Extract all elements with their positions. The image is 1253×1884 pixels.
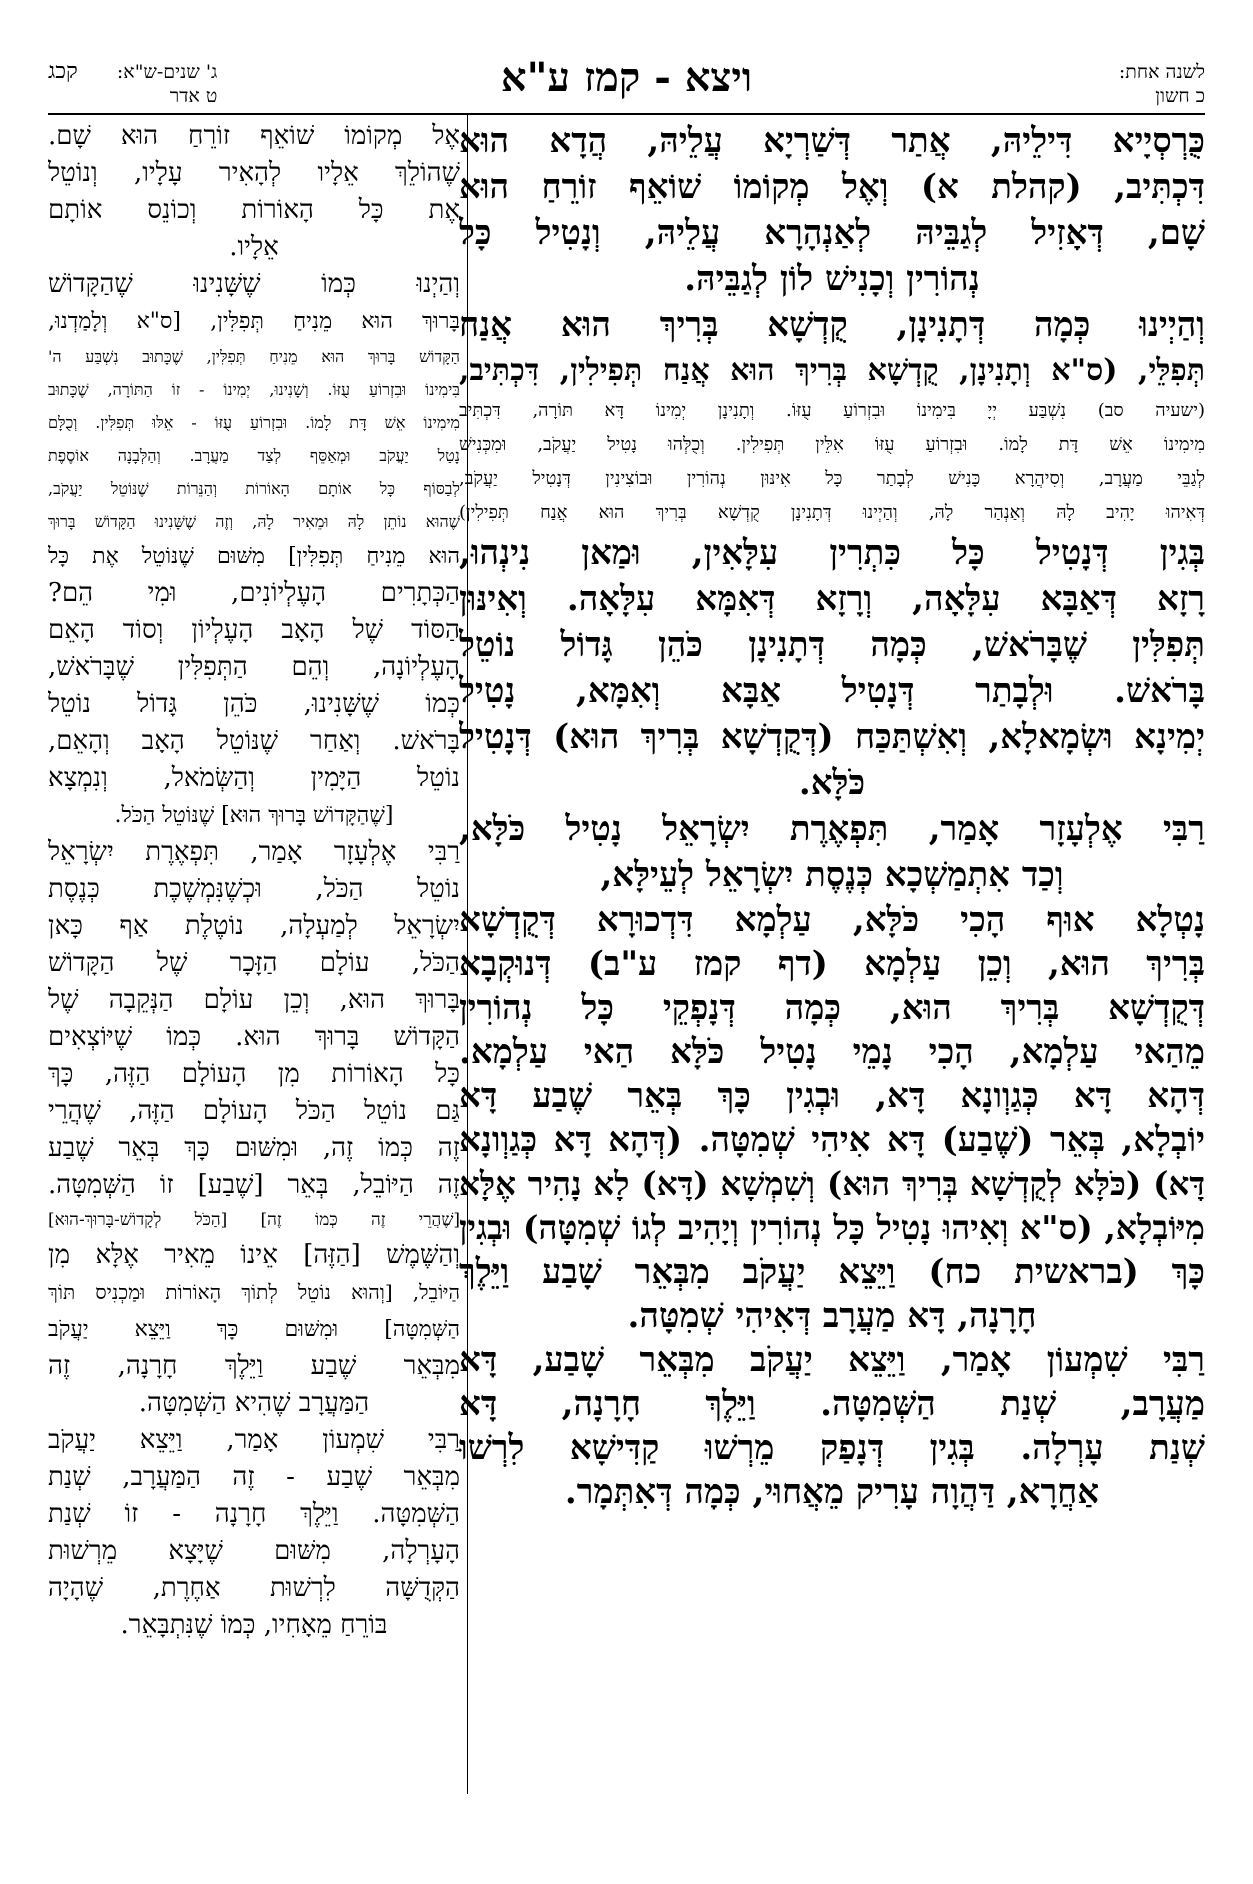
header-schedule-three-years bbox=[48, 60, 217, 108]
page-number: קכג bbox=[48, 59, 78, 84]
text-line: דִּכְתִּיב, (קהלת א) וְאֶל מְקוֹמוֹ שׁוֹאֵף זוֹרֵחַ הוּא bbox=[459, 167, 1205, 207]
text-line: זֶה הַיּוֹבֵל, בְּאֵר [שֶׁבַע] זוֹ הַשְּׁמִטָּה. bbox=[48, 1170, 460, 1200]
text-line: אֵלָיו. bbox=[229, 232, 279, 262]
text-line: מִימִינוֹ אֵשׁ דָּת לָמוֹ. וּבִזְרוֹעַ עֻזּוֹ אִלֵּין תְּפִילִין. וְכֻלְּהוּ נָטִיל יַעֲקֹב, וּמִכְּנִישׁ bbox=[459, 434, 1205, 455]
text-line: גַּם נוֹטֵל הַכֹּל הָעוֹלָם הַזֶּה, שֶׁהֲרֵי bbox=[48, 1096, 460, 1126]
text-line: יִשְׂרָאֵל לְמַעְלָה, נוֹטֶלֶת אַף כָּאן bbox=[48, 911, 460, 941]
text-line: רַבִּי שִׁמְעוֹן אָמַר, וַיֵּצֵא יַעֲקֹב מִבְּאֵר שָׁבַע, דָּא bbox=[459, 1340, 1205, 1380]
hebrew-translation-column bbox=[48, 118, 460, 1644]
text-line: רַבִּי אֶלְעָזָר אָמַר, תִּפְאֶרֶת יִשְׂרָאֵל נָטִיל כֹּלָּא, bbox=[459, 809, 1205, 849]
text-line: הַסּוֹד שֶׁל הָאָב הָעֶלְיוֹן וְסוֹד הָאֵם bbox=[48, 615, 460, 645]
text-line: [שֶׁהַקָּדוֹשׁ בָּרוּךְ הוּא] שֶׁנּוֹטֵל הַכֹּל. bbox=[114, 803, 394, 828]
text-line: תְּפִלֵּי, (ס"א וְתָנִינָן, קֻדְשָׁא בְּרִיךְ הוּא אֲנַח תְּפִילִין, דִּכְתִּיב, bbox=[459, 353, 1205, 388]
text-line: הַמַּעֲרָב שֶׁהִיא הַשְּׁמִטָּה. bbox=[138, 1388, 370, 1418]
text-line: כְּמוֹ שֶׁשָּׁנִינוּ, כֹּהֵן גָּדוֹל נוֹטֵל bbox=[48, 689, 460, 719]
text-line: רַבִּי אֶלְעָזָר אָמַר, תִּפְאֶרֶת יִשְׂרָאֵל bbox=[48, 837, 460, 867]
text-line: כָּךְ (בראשית כח) וַיֵּצֵא יַעֲקֹב מִבְּאֵר שָׁבַע וַיֵּלֶךְ bbox=[459, 1252, 1205, 1292]
text-line: נָטְלָא אוּף הָכִי כֹּלָּא, עַלְמָא דִּדְכוּרָא דְּקֻדְשָׁא bbox=[459, 900, 1205, 940]
text-line: דְּקֻדְשָׁא בְּרִיךְ הוּא, כְּמָה דְּנָפְקֵי כָּל נְהוֹרִין bbox=[459, 988, 1205, 1028]
text-line: הוּא מֵנִיחַ תְּפִלִּין] מִשּׁוּם שֶׁנּוֹטֵל אֶת כָּל bbox=[48, 544, 460, 569]
text-line: יוֹבְלָא, בְּאֵר (שֶׁבַע) דָּא אִיהִי שְׁמִטָּה. (דְּהָא דָּא כְּגַוְונָא bbox=[459, 1120, 1205, 1160]
text-line: דְּאִיהוּ יָהִיב לָהּ וְאַנְהַר לָהּ, וְהַיְינוּ דְּתָנִינָן קֻדְשָׁא בְּרִיךְ הוּא אֲנַח תְּפִילִין) bbox=[459, 502, 1205, 523]
text-line: נוֹטֵל הַיָּמִין וְהַשְּׂמֹאל, וְנִמְצָא bbox=[48, 763, 460, 793]
text-line: הָעָרְלָה, מִשּׁוּם שֶׁיָּצָא מֵרְשׁוּת bbox=[48, 1536, 460, 1566]
text-line: וְהַשֶּׁמֶשׁ [הַזֶּה] אֵינוֹ מֵאִיר אֶלָּא מִן bbox=[48, 1240, 460, 1270]
text-line: בָּרוּךְ הוּא מֵנִיחַ תְּפִלִּין, [ס"א וְלָמַדְנוּ, bbox=[48, 309, 460, 334]
text-line: הַכְּתָרִים הָעֶלְיוֹנִים, וּמִי הֵם? bbox=[48, 578, 460, 608]
text-line: כֻּרְסְיָיא דִּילֵיהּ, אֲתַר דְּשַׁרְיָא עֲלֵיהּ, הֲדָא הוּא bbox=[459, 121, 1205, 161]
schedule-one-year-date: כ חשון bbox=[1155, 85, 1205, 107]
text-line: בָּרֹאשׁ. וְאַחַר שֶׁנּוֹטֵל הָאָב וְהָאֵם, bbox=[48, 726, 460, 756]
text-line: לְבַסּוֹף כָּל אוֹתָם הָאוֹרוֹת וְהַנֵּרוֹת שֶׁנּוֹטֵל יַעֲקֹב, bbox=[48, 479, 460, 498]
text-line: לְגַבֵּי מַעֲרָב, וְסִיהֲרָא כָּנִישׁ לְבָתַר כָּל אִינּוּן נְהוֹרִין וּבוֹצִינִין דְּנָטִיל יַעֲקֹב, bbox=[459, 468, 1205, 489]
text-line: שָׁם, דְּאָזִיל לְגַבֵּיהּ לְאַנְהָרָא עֲלֵיהּ, וְנָטִיל כָּל bbox=[459, 213, 1205, 253]
text-line: שֶׁהוּא נוֹתֵן לָהּ וּמֵאִיר לָהּ, וְזֶה שֶׁשָּׁנִינוּ הַקָּדוֹשׁ בָּרוּךְ bbox=[48, 512, 460, 531]
text-line: (ישעיה סב) נִשְׁבַּע יְיָ בִּימִינוֹ וּבִזְרוֹעַ עֻזּוֹ. וְתָנִינָן יְמִינוֹ דָּא תּוֹרָה, דִּכְתִּיב bbox=[459, 400, 1205, 421]
schedule-three-years-date: ט אדר bbox=[169, 85, 218, 107]
text-line: רָזָא דְּאַבָּא עִלָּאָה, וְרָזָא דְּאִמָּא עִלָּאָה. וְאִינּוּן bbox=[459, 579, 1205, 619]
text-line: דָּא) (כֹּלָּא לְקֻדְשָׁא בְּרִיךְ הוּא) וְשִׁמְשָׁא (דָּא) לָא נָהִיר אֶלָּא bbox=[459, 1164, 1205, 1203]
text-line: יְמִינָא וּשְׂמָאלָא, וְאִשְׁתַּכַּח (דְּקֻדְשָׁא בְּרִיךְ הוּא) דְּנָטִיל bbox=[459, 717, 1205, 757]
text-line: אֶת כָּל הָאוֹרוֹת וְכוֹנֵס אוֹתָם bbox=[48, 195, 460, 225]
text-line: מֵהַאי עַלְמָא, הָכִי נָמֵי נָטִיל כֹּלָּא הַאי עַלְמָא. bbox=[459, 1032, 1205, 1072]
text-line: נְהוֹרִין וְכָנִישׁ לוֹן לְגַבֵּיהּ. bbox=[684, 259, 980, 299]
text-line: כֹּלָּא. bbox=[798, 763, 866, 803]
text-line: דְּהָא דָּא כְּגַוְונָא דָּא, וּבְגִין כָּךְ בְּאֵר שֶׁבַע דָּא bbox=[459, 1076, 1205, 1116]
text-line: כָּל הָאוֹרוֹת מִן הָעוֹלָם הַזֶּה, כָּךְ bbox=[48, 1059, 460, 1089]
text-line: הַכֹּל, עוֹלָם הַזָּכָר שֶׁל הַקָּדוֹשׁ bbox=[48, 948, 460, 978]
text-line: מַעֲרָב, שְׁנַת הַשְּׁמִטָּה. וַיֵּלֶךְ חָרָנָה, דָּא bbox=[459, 1384, 1205, 1424]
text-line: וְהַיְינוּ כְּמָה דְּתָנִינָן, קֻדְשָׁא בְּרִיךְ הוּא אֲנַח bbox=[459, 305, 1205, 345]
text-line: זֶה כְּמוֹ זֶה, וּמִשּׁוּם כָּךְ בְּאֵר שֶׁבַע bbox=[48, 1133, 460, 1163]
header-divider bbox=[48, 113, 1205, 115]
text-line: הַקָּדוֹשׁ בָּרוּךְ הוּא מֵנִיחַ תְּפִלִּין, שֶׁכָּתוּב נִשְׁבַּע ה' bbox=[48, 347, 460, 366]
text-line: בָּרֹאשׁ. וּלְבָתַר דְּנָטִיל אַבָּא וְאִמָּא, נָטִיל bbox=[459, 671, 1205, 711]
schedule-three-years-label: ג' שנים-ש"א: bbox=[116, 61, 218, 83]
page-title: ויצא - קמז ע"א bbox=[500, 54, 753, 101]
text-line: בָּרוּךְ הוּא, וְכֵן עוֹלָם הַנְּקֵבָה שֶׁל bbox=[48, 985, 460, 1015]
schedule-one-year-label: לשנה אחת: bbox=[1118, 61, 1205, 83]
text-line: מִבְּאֵר שֶׁבַע וַיֵּלֶךְ חָרָנָה, זֶה bbox=[48, 1351, 460, 1381]
aramaic-text-column bbox=[459, 118, 1205, 1514]
text-line: הָעֶלְיוֹנָה, וְהֵם הַתְּפִלִּין שֶׁבָּרֹאשׁ, bbox=[48, 652, 460, 682]
text-line: בּוֹרֵחַ מֵאָחִיו, כְּמוֹ שֶׁנִּתְבָּאֵר. bbox=[120, 1610, 388, 1640]
text-line: הַשְּׁמִטָּה] וּמִשּׁוּם כָּךְ וַיֵּצֵא יַעֲקֹב bbox=[48, 1317, 460, 1342]
text-line: וְכַד אִתְמַשְׁכָא כְּנֶסֶת יִשְׂרָאֵל לְעֵילָּא, bbox=[600, 855, 1064, 895]
text-line: חָרָנָה, דָּא מַעֲרָב דְּאִיהִי שְׁמִטָּה. bbox=[627, 1296, 1037, 1336]
text-line: אֶל מְקוֹמוֹ שׁוֹאֵף זוֹרֵחַ הוּא שָׁם. bbox=[48, 121, 460, 151]
text-line: שֶׁהוֹלֵךְ אֵלָיו לְהָאִיר עָלָיו, וְנוֹטֵל bbox=[48, 158, 460, 188]
text-line: הַיּוֹבֵל, [וְהוּא נוֹטֵל לְתוֹךְ הָאוֹרוֹת וּמַכְנִיס תּוֹךְ bbox=[48, 1280, 460, 1304]
text-line: רַבִּי שִׁמְעוֹן אָמַר, וַיֵּצֵא יַעֲקֹב bbox=[48, 1425, 460, 1455]
text-line: בְּרִיךְ הוּא, וְכֵן עַלְמָא (דף קמז ע"ב) דְּנוּקְבָא bbox=[459, 944, 1205, 984]
text-line: וְהַיְנוּ כְּמוֹ שֶׁשָּׁנִינוּ שֶׁהַקָּדוֹשׁ bbox=[48, 269, 460, 299]
text-line: מִבְּאֵר שֶׁבַע - זֶה הַמַּעֲרָב, שְׁנַת bbox=[48, 1462, 460, 1492]
text-line: תְּפִלִּין שֶׁבָּרֹאשׁ, כְּמָה דְּתָנִינָן כֹּהֵן גָּדוֹל נוֹטֵל bbox=[459, 625, 1205, 665]
text-line: אַחֲרָא, דַּהֲוָה עָרִיק מֵאֲחוּי, כְּמָה דְּאִתְּמָר. bbox=[564, 1472, 1100, 1512]
page-header bbox=[48, 54, 1205, 112]
text-line: נוֹטֵל הַכֹּל, וּכְשֶׁנִּמְשֶׁכֶת כְּנֶסֶת bbox=[48, 874, 460, 904]
text-line: מִימִינוֹ אֵשׁ דָּת לָמוֹ. וּבִזְרוֹעַ עֻזּוֹ - אֵלּוּ תְּפִלִּין. וְכֻלָּם bbox=[48, 413, 460, 432]
text-line: נָטַל יַעֲקֹב וּמְאַסֵּף לְצַד מַעֲרָב. וְהַלְּבָנָה אוֹסֶפֶת bbox=[48, 446, 460, 465]
text-line: הַקְּדֻשָּׁה לִרְשׁוּת אַחֶרֶת, שֶׁהָיָה bbox=[48, 1573, 460, 1603]
text-line: שְׁנַת עָרְלָה. בְּגִין דְּנָפַק מֵרְשׁוּ קַדִּישָׁא לִרְשׁוּ bbox=[459, 1428, 1205, 1468]
text-line: בִּימִינוֹ וּבִזְרוֹעַ עֻזּוֹ. וְשָׁנִינוּ, יְמִינוֹ - זוֹ הַתּוֹרָה, שֶׁכָּתוּב bbox=[48, 380, 460, 399]
text-line: הַשְּׁמִטָּה. וַיֵּלֶךְ חָרָנָה - זוֹ שְׁנַת bbox=[48, 1499, 460, 1529]
text-line: הַקָּדוֹשׁ בָּרוּךְ הוּא. כְּמוֹ שֶׁיּוֹצְאִים bbox=[48, 1022, 460, 1052]
text-line: מִיּוֹבְלָא, (ס"א וְאִיהוּ נָטִיל כָּל נְהוֹרִין וְיָהִיב לְגוֹ שְׁמִטָּה) וּבְגִין bbox=[459, 1208, 1205, 1247]
text-line: [שֶׁהֲרֵי זֶה כְּמוֹ זֶה] [הַכֹּל לְקָדוֹשׁ-בָּרוּךְ-הוּא] bbox=[48, 1210, 460, 1230]
text-line: בְּגִין דְּנָטִיל כָּל כִּתְרִין עִלָּאִין, וּמַאן נִינְהוּ, bbox=[459, 533, 1205, 573]
